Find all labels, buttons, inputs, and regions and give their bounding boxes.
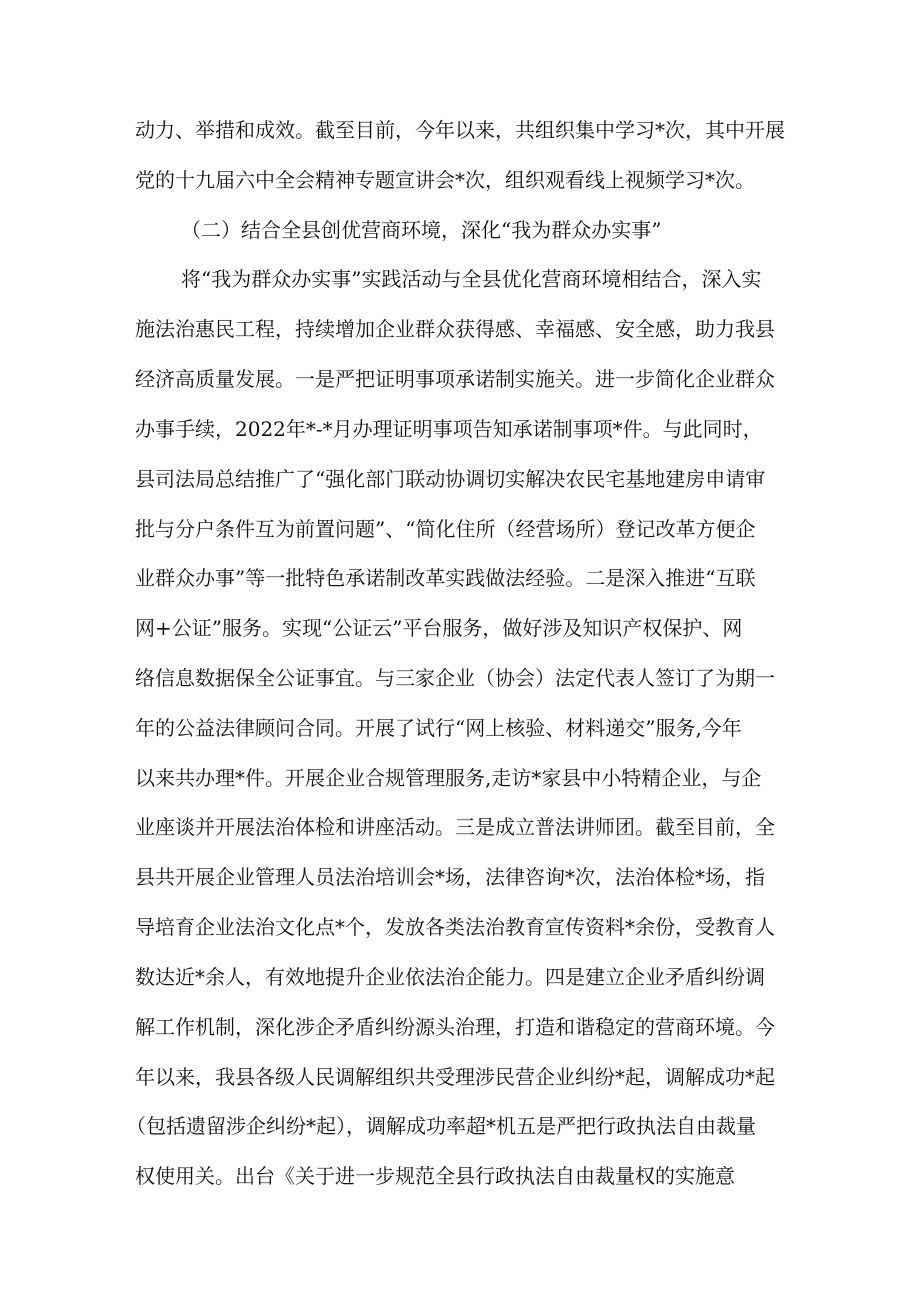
section-heading: （二）结合全县创优营商环境，深化“我为群众办实事”: [181, 218, 662, 242]
body-line-6: 经济高质量发展。一是严把证明事项承诺制实施关。进一步简化企业群众: [135, 367, 775, 391]
body-line-12: 络信息数据保全公证事宜。与三家企业（协会）法定代表人签订了为期一: [135, 666, 775, 690]
body-line-1: 动力、举措和成效。截至目前，今年以来，共组织集中学习*次，其中开展: [135, 118, 785, 142]
body-line-22: 权使用关。出台《关于进一步规范全县行政执法自由裁量权的实施意: [135, 1164, 735, 1188]
body-line-13: 年的公益法律顾问合同。开展了试行“网上核验、材料递交”服务,今年: [135, 716, 742, 740]
body-line-11: 网+公证”服务。实现“公证云”平台服务，做好涉及知识产权保护、网: [135, 616, 743, 640]
body-line-2: 党的十九届六中全会精神专题宣讲会*次，组织观看线上视频学习*次。: [135, 168, 755, 192]
body-line-14: 以来共办理*件。开展企业合规管理服务,走访*家县中小特精企业，与企: [135, 766, 762, 790]
body-line-9: 批与分户条件互为前置问题”、“简化住所（经营场所）登记改革方便企: [135, 517, 756, 541]
body-line-19: 解工作机制，深化涉企矛盾纠纷源头治理，打造和谐稳定的营商环境。今: [135, 1015, 775, 1039]
body-line-16: 县共开展企业管理人员法治培训会*场，法律咨询*次，法治体检*场，指: [135, 865, 765, 889]
body-line-20: 年以来，我县各级人民调解组织共受理涉民营企业纠纷*起，调解成功*起: [135, 1065, 775, 1089]
body-line-15: 业座谈并开展法治体检和讲座活动。三是成立普法讲师团。截至目前，全: [135, 815, 775, 839]
body-line-8: 县司法局总结推广了“强化部门联动协调切实解决农民宅基地建房申请审: [135, 467, 766, 491]
body-line-18: 数达近*余人，有效地提升企业依法治企能力。四是建立企业矛盾纠纷调: [135, 965, 765, 989]
body-line-10: 业群众办事”等一批特色承诺制改革实践做法经验。二是深入推进“互联: [135, 566, 756, 590]
body-line-7: 办事手续，2022年*-*月办理证明事项告知承诺制事项*件。与此同时，: [135, 417, 763, 441]
body-line-21: （包括遗留涉企纠纷*起），调解成功率超*机五是严把行政执法自由裁量: [126, 1114, 756, 1138]
paragraph-first-line: 将“我为群众办实事”实践活动与全县优化营商环境相结合，深入实: [181, 267, 762, 291]
body-line-17: 导培育企业法治文化点*个，发放各类法治教育宣传资料*余份，受教育人: [135, 915, 775, 939]
body-line-5: 施法治惠民工程，持续增加企业群众获得感、幸福感、安全感，助力我县: [135, 317, 775, 341]
